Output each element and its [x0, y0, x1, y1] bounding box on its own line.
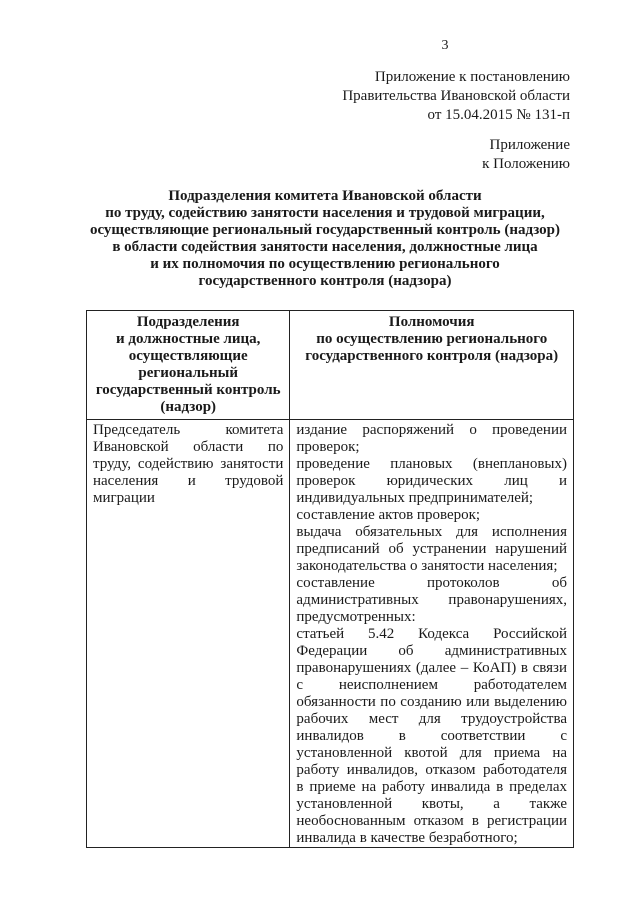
header-line: по осуществлению регионального [316, 331, 548, 347]
cell-text-line: законодательства о занятости населения; [296, 558, 558, 574]
document-title [75, 188, 575, 290]
appendix-line: от 15.04.2015 № 131-п [427, 107, 570, 123]
cell-text-line: установленной квоты, а также [296, 796, 567, 812]
cell-text-line: проведение плановых (внеплановых) [296, 456, 567, 472]
cell-text-line: инвалида в качестве безработного; [296, 830, 518, 846]
cell-text-line: составление актов проверок; [296, 507, 481, 523]
cell-text-line: труду, содействию занятости [93, 456, 284, 472]
cell-text-line: составление протоколов об [296, 575, 567, 591]
cell-text-line: установленной квотой для приема на [296, 745, 567, 761]
authority-table [86, 310, 574, 848]
table-row [87, 420, 574, 848]
title-line: Подразделения комитета Ивановской области [168, 188, 482, 204]
cell-text-line: обязанности по созданию или выделению [296, 694, 567, 710]
title-line: и их полномочия по осуществлению регионального [150, 256, 500, 272]
title-line: по труду, содействию занятости населения и трудовой миграции, [105, 205, 545, 221]
cell-text-line: предусмотренных: [296, 609, 416, 625]
cell-text-line: издание распоряжений о проведении [296, 422, 567, 438]
header-line: Подразделения [136, 314, 240, 330]
header-line: и должностные лица, [115, 331, 261, 347]
title-line: государственного контроля (надзора) [198, 273, 452, 289]
header-subdivisions [87, 311, 290, 420]
title-line: осуществляющие региональный государственный контроль (надзор) [89, 222, 561, 238]
cell-official [87, 420, 290, 848]
cell-text-line: выдача обязательных для исполнения [296, 524, 567, 540]
cell-text-line: предписаний об устранении нарушений [296, 541, 567, 557]
page-number: 3 [441, 38, 449, 53]
appendix-sub-reference [482, 136, 570, 174]
cell-text-line: административных правонарушениях, [296, 592, 567, 608]
cell-text-line: в приеме на работу инвалида в пределах [296, 779, 567, 795]
title-line: в области содействия занятости населения, должностные лица [112, 239, 538, 255]
cell-powers [290, 420, 574, 848]
cell-text-line: с неисполнением работодателем [296, 677, 567, 693]
cell-text-line: Федерации об административных [296, 643, 567, 659]
cell-text-line: инвалидов в соответствии с [296, 728, 567, 744]
header-powers [290, 311, 574, 420]
header-line: (надзор) [160, 399, 217, 415]
cell-text-line: проверок юридических лиц и [296, 473, 567, 489]
header-line: государственный контроль [95, 382, 281, 398]
cell-text-line: необоснованным отказом в регистрации [296, 813, 567, 829]
header-line: региональный [138, 365, 238, 381]
cell-text-line: работу инвалидов, отказом работодателя [296, 762, 567, 778]
appendix-line: Приложение к постановлению [374, 69, 570, 85]
header-line: государственного контроля (надзора) [305, 348, 559, 364]
header-line: Полномочия [388, 314, 475, 330]
cell-text-line: правонарушениях (далее – КоАП) в связи [296, 660, 567, 676]
header-line: осуществляющие [128, 348, 248, 364]
cell-text-line: статьей 5.42 Кодекса Российской [296, 626, 567, 642]
cell-text-line: Ивановской области по [93, 439, 284, 455]
cell-text-line: индивидуальных предпринимателей; [296, 490, 534, 506]
cell-text-line: Председатель комитета [93, 422, 284, 438]
cell-text-line: населения и трудовой [93, 473, 284, 489]
appendix-line: Правительства Ивановской области [342, 88, 570, 104]
appendix-sub-line: Приложение [489, 137, 570, 153]
appendix-sub-line: к Положению [482, 156, 570, 172]
cell-text-line: рабочих мест для трудоустройства [296, 711, 567, 727]
table-header-row [87, 311, 574, 420]
appendix-reference [342, 68, 570, 125]
cell-text-line: проверок; [296, 439, 360, 455]
cell-text-line: миграции [93, 490, 155, 506]
